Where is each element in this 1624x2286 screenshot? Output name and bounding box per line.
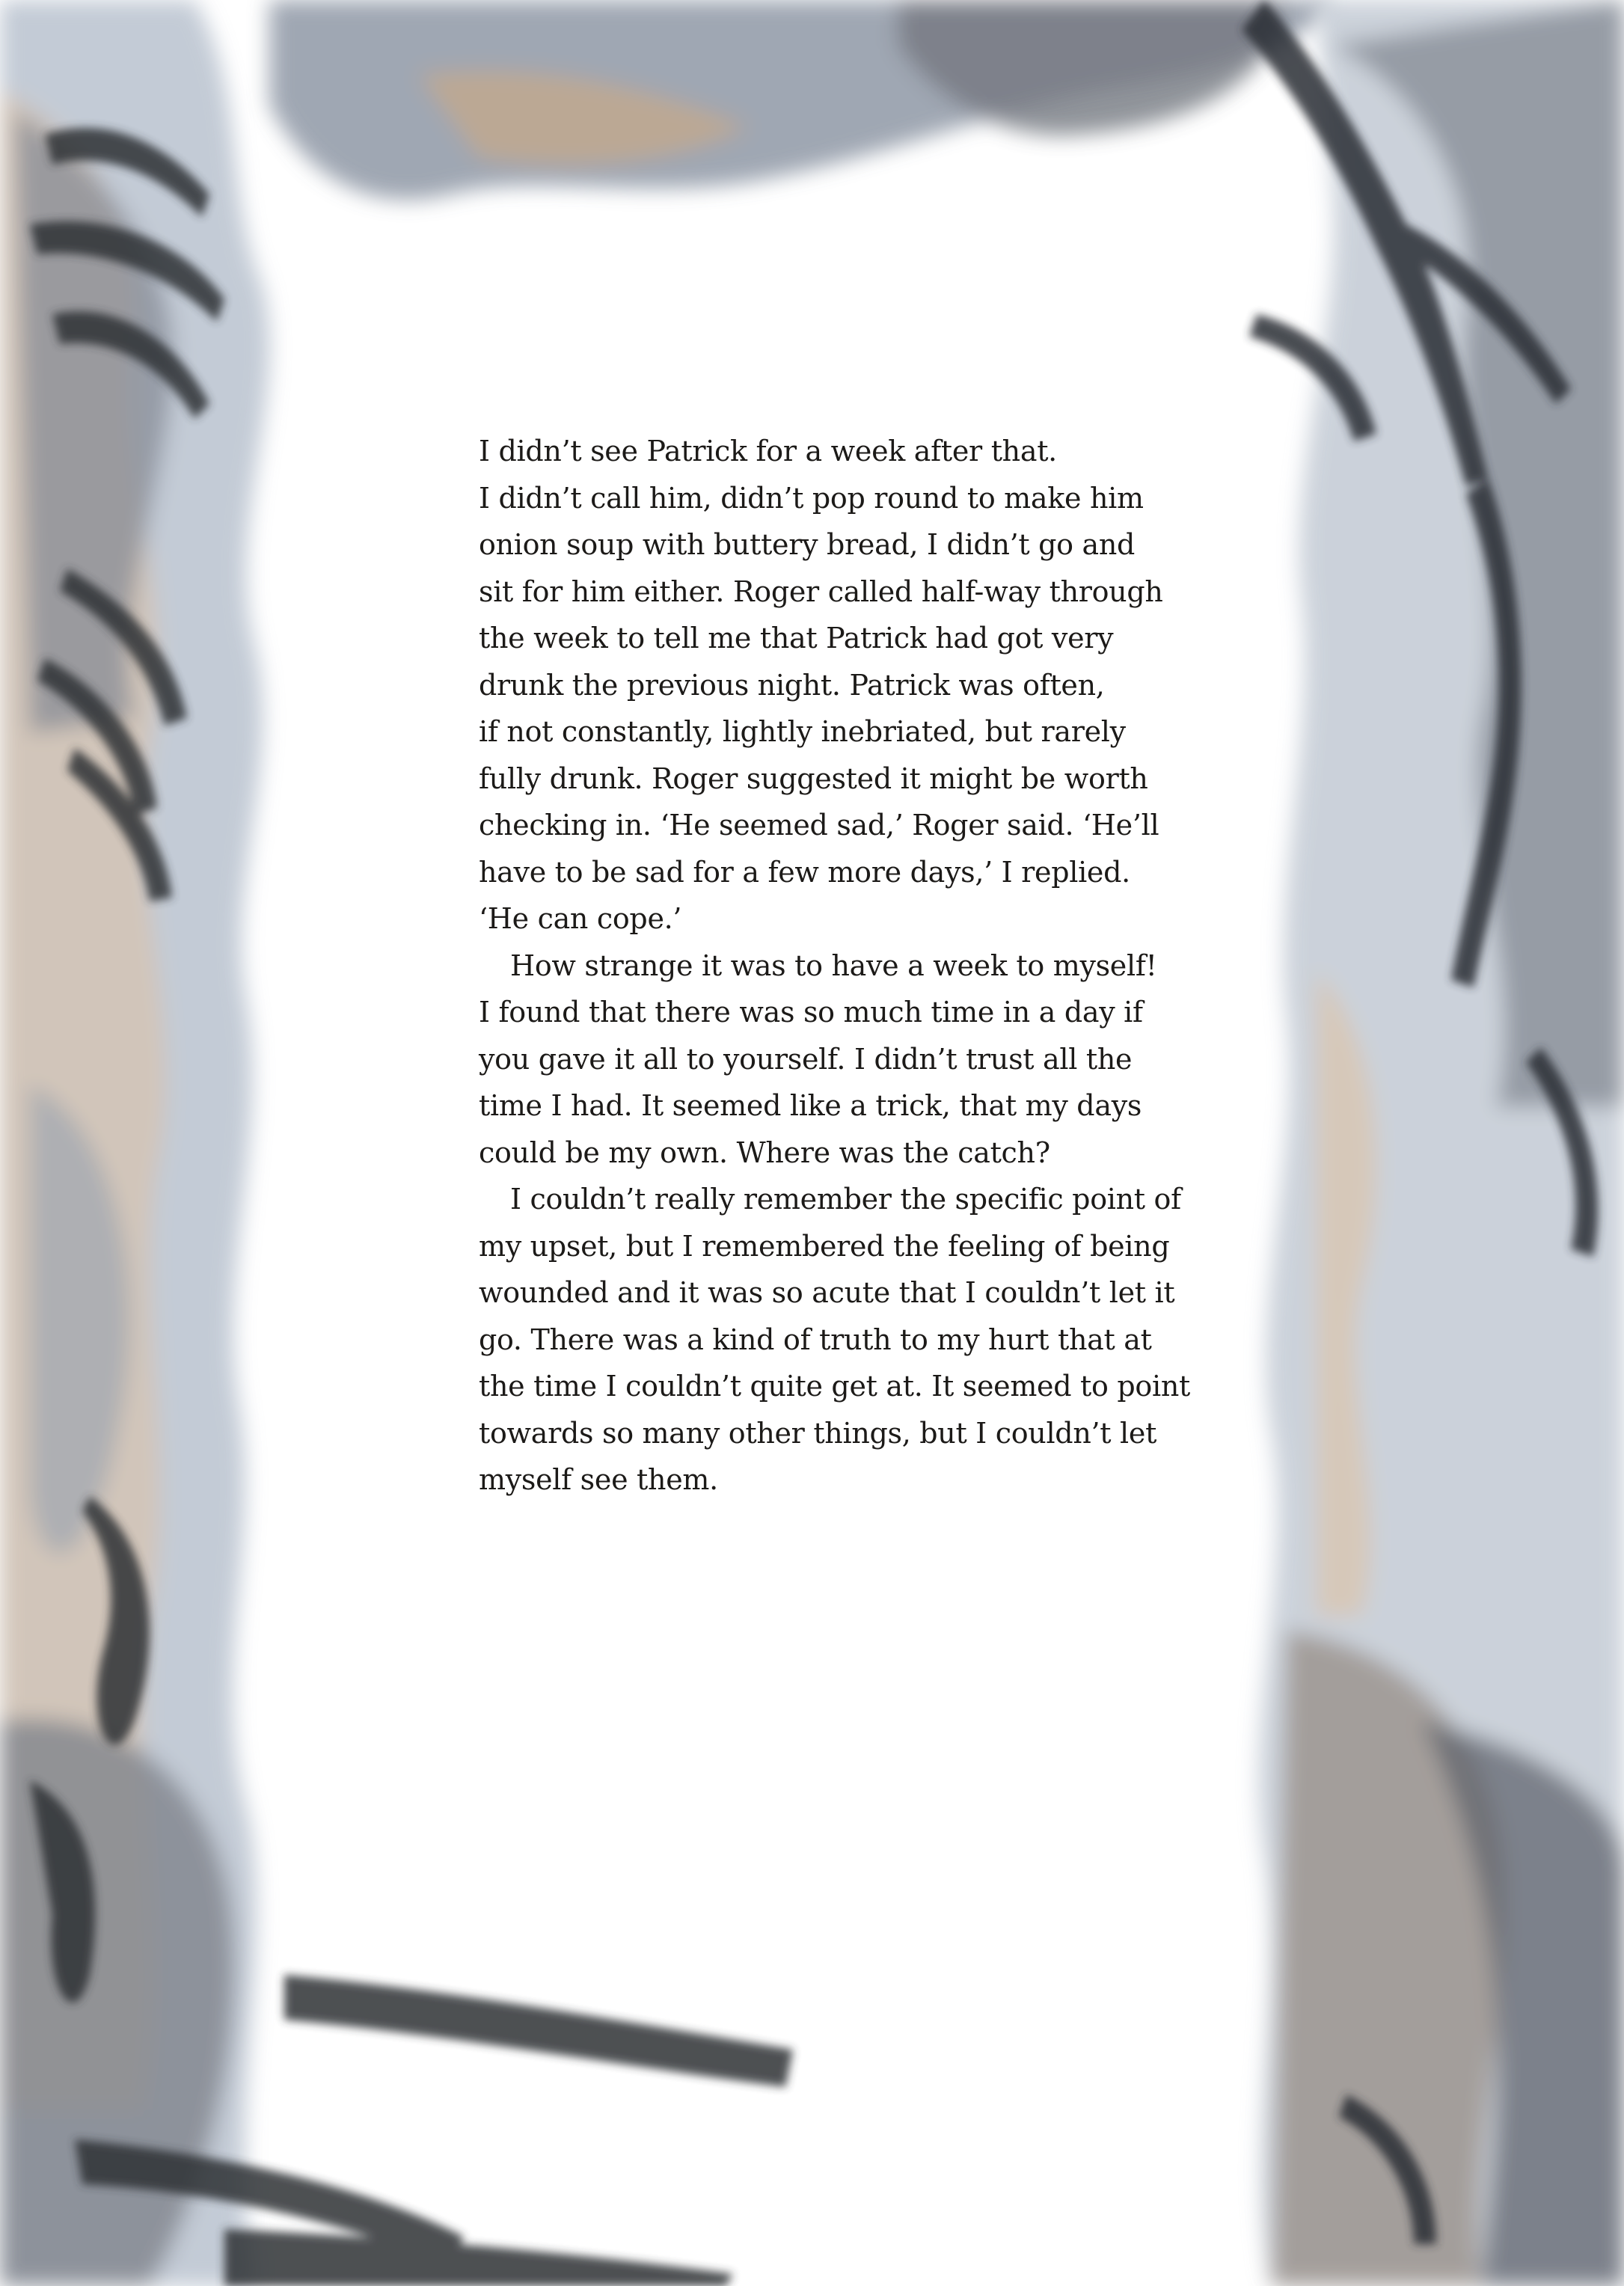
body-text bbox=[479, 428, 1190, 1504]
text-line: I couldn’t really remember the specific point of bbox=[510, 1183, 1181, 1216]
text-line: time I had. It seemed like a trick, that my days bbox=[479, 1089, 1142, 1122]
text-line: ‘He can cope.’ bbox=[479, 902, 682, 935]
text-line: could be my own. Where was the catch? bbox=[479, 1136, 1050, 1169]
text-line: fully drunk. Roger suggested it might be worth bbox=[479, 762, 1148, 795]
text-line: you gave it all to yourself. I didn’t trust all the bbox=[479, 1042, 1133, 1076]
text-line: drunk the previous night. Patrick was often, bbox=[479, 668, 1105, 702]
paragraph bbox=[479, 943, 1167, 1177]
text-line: the week to tell me that Patrick had got very bbox=[479, 622, 1114, 655]
text-line: go. There was a kind of truth to my hurt that at bbox=[479, 1323, 1152, 1356]
text-line: if not constantly, lightly inebriated, but rarely bbox=[479, 715, 1126, 748]
text-line: sit for him either. Roger called half-way through bbox=[479, 574, 1163, 608]
text-line: I didn’t call him, didn’t pop round to make him bbox=[479, 481, 1144, 515]
paragraph bbox=[479, 428, 1167, 943]
text-line: I found that there was so much time in a day if bbox=[479, 996, 1143, 1029]
text-line: I didn’t see Patrick for a week after that. bbox=[479, 435, 1057, 468]
text-line: my upset, but I remembered the feeling of being bbox=[479, 1229, 1170, 1263]
paragraph bbox=[479, 1176, 1190, 1504]
top-wash bbox=[269, 0, 1332, 200]
text-line: checking in. ‘He seemed sad,’ Roger said. ‘He’ll bbox=[479, 809, 1159, 842]
text-line: towards so many other things, but I couldn’t let bbox=[479, 1416, 1157, 1450]
text-line: onion soup with buttery bread, I didn’t go and bbox=[479, 528, 1136, 561]
text-line: have to be sad for a few more days,’ I replied. bbox=[479, 855, 1130, 889]
text-line: wounded and it was so acute that I couldn’t let it bbox=[479, 1276, 1175, 1309]
text-line: the time I couldn’t quite get at. It seemed to point bbox=[479, 1370, 1190, 1403]
text-line: myself see them. bbox=[479, 1463, 718, 1496]
text-line: How strange it was to have a week to myself! bbox=[510, 949, 1157, 982]
